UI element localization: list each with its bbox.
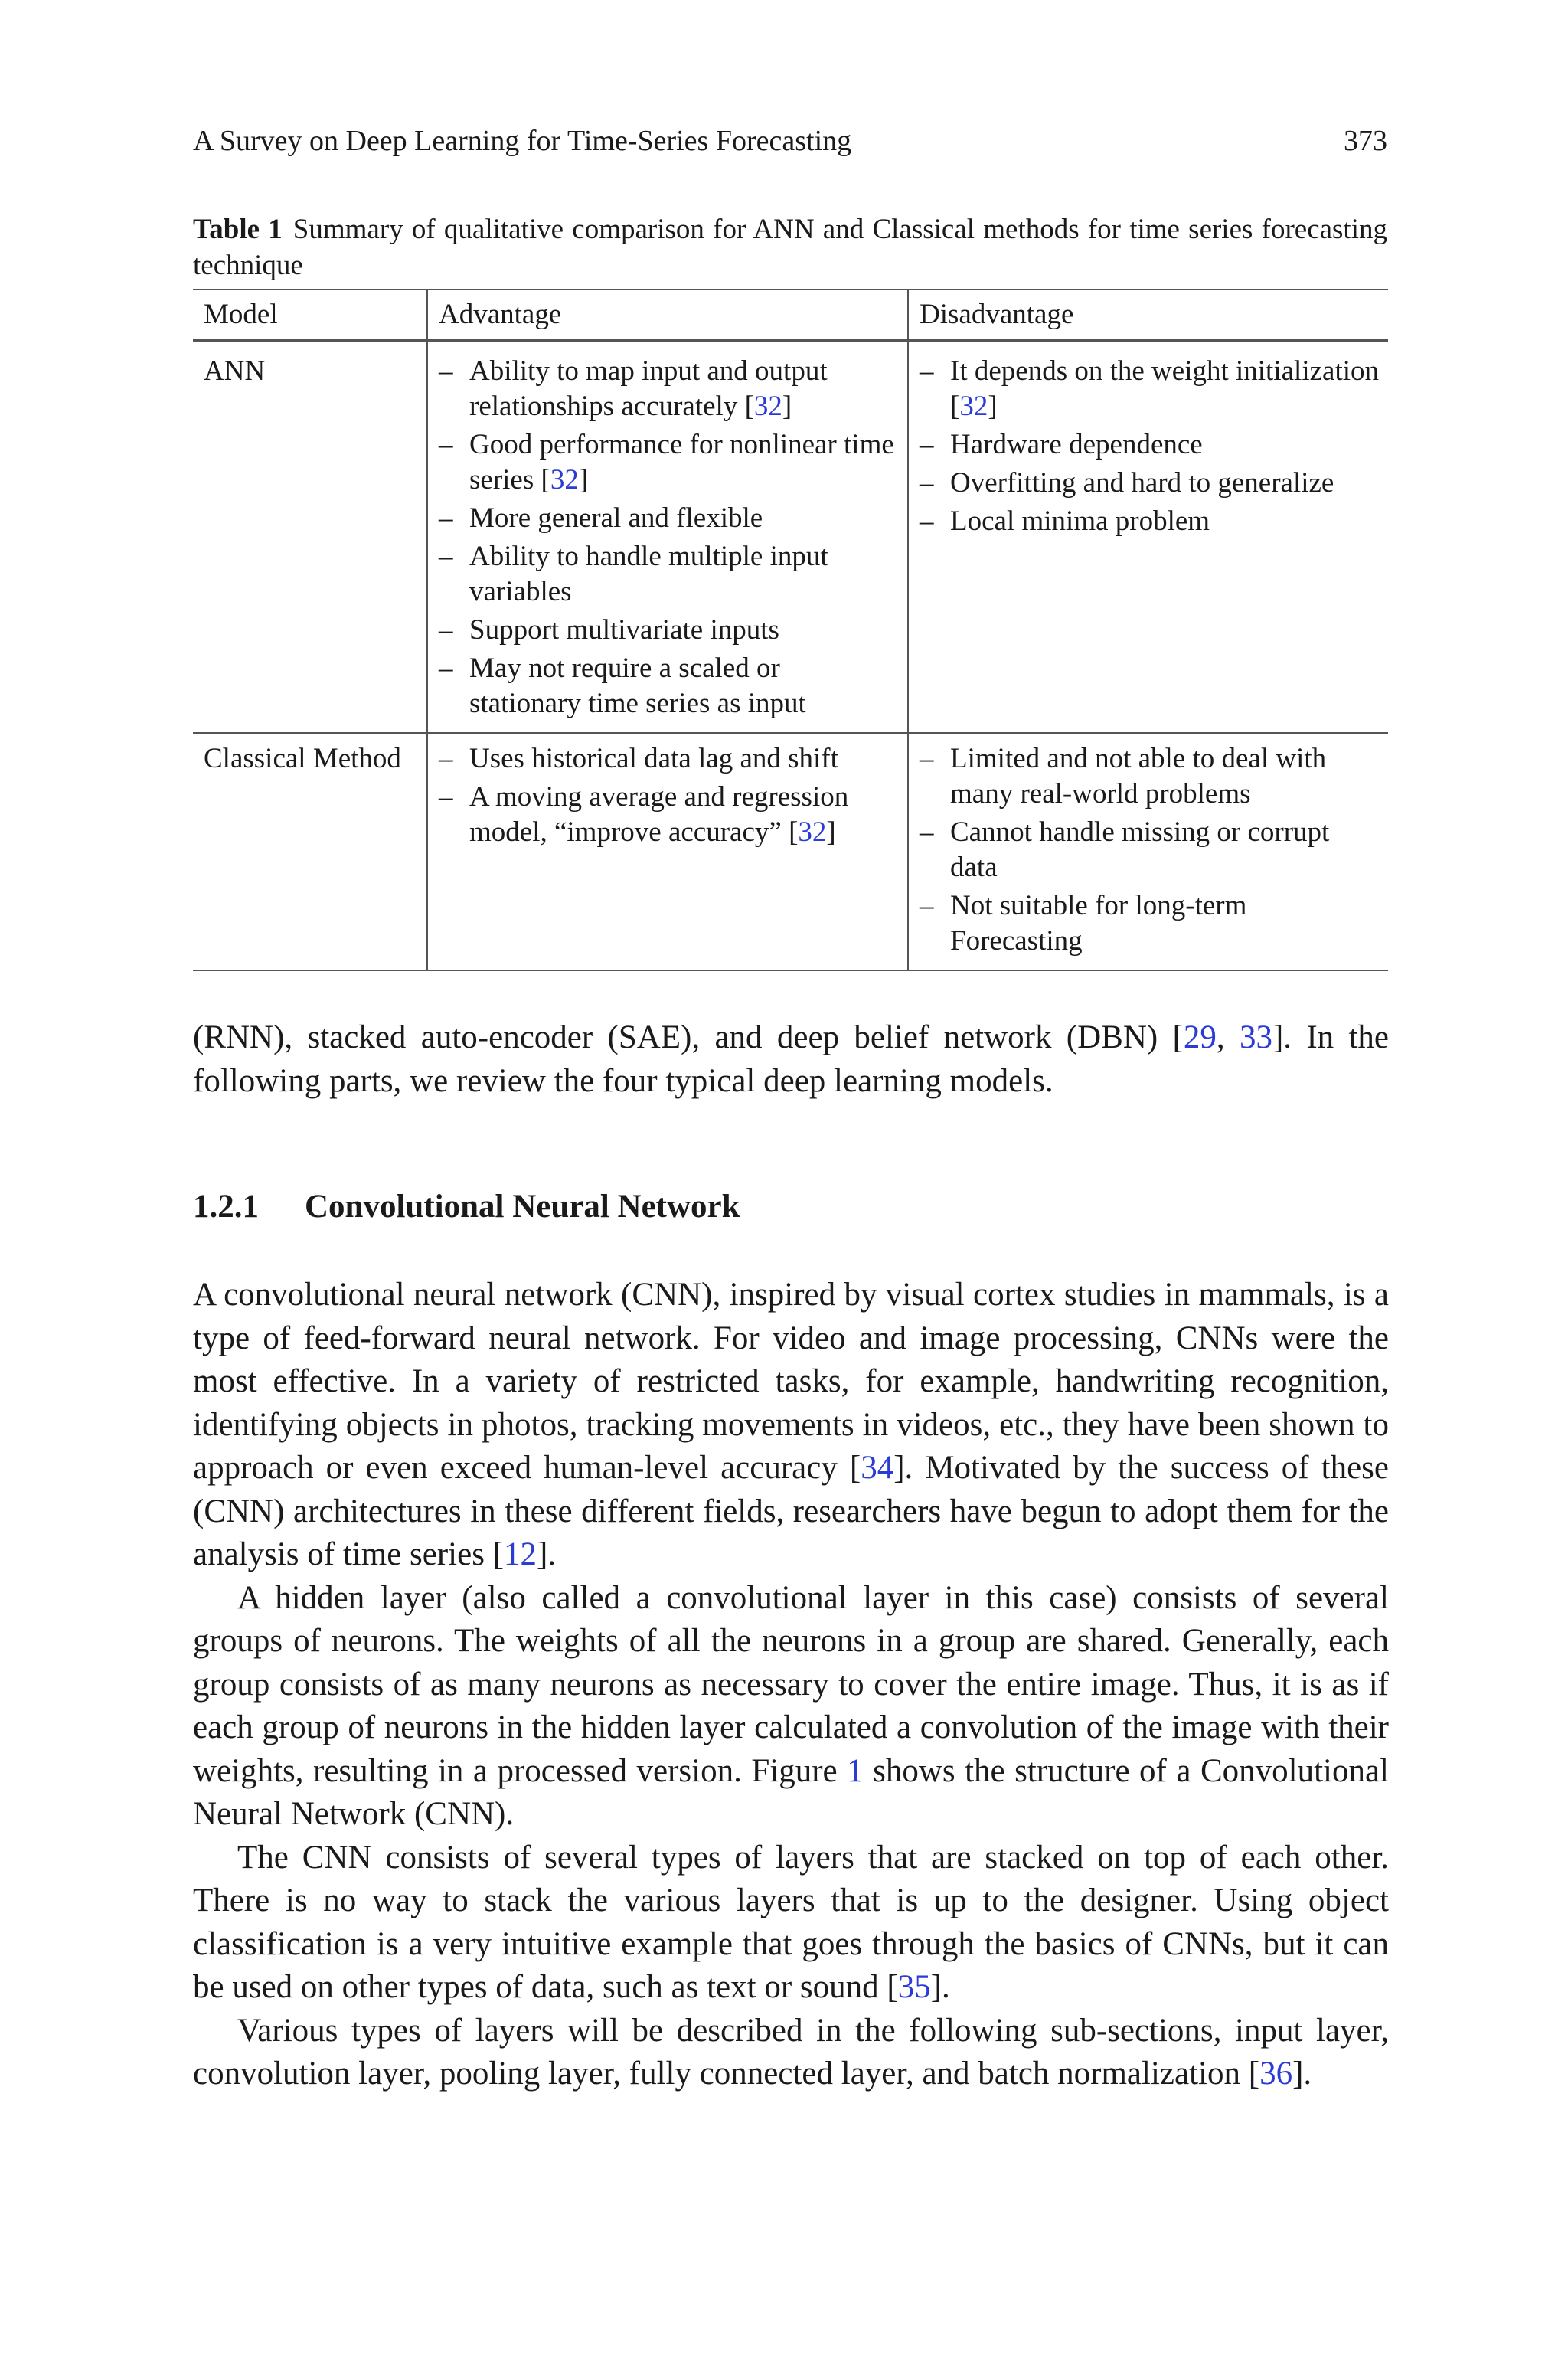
table-caption-text: Summary of qualitative comparison for ANN and Classical methods for time series forecasting technique (193, 214, 1387, 281)
table-caption (193, 211, 1387, 283)
header-model: Model (193, 289, 427, 341)
running-head-title: A Survey on Deep Learning for Time-Series Forecasting (193, 125, 852, 157)
list-item: – Ability to map input and output relationships accurately [32] (439, 354, 898, 424)
list-item: – Hardware dependence (920, 427, 1379, 463)
page-number: 373 (1344, 125, 1387, 157)
header-disadvantage: Disadvantage (920, 299, 1074, 330)
list-item: – Cannot handle missing or corrupt data (920, 815, 1379, 885)
citation-link[interactable]: 12 (504, 1536, 537, 1572)
model-cell: Classical Method (193, 733, 427, 970)
paragraph-2: A hidden layer (also called a convolutional layer in this case) consists of several groups of neurons. The weights of all the neurons in a group are shared. Generally, each group consists of as many neurons as necessary to cover the entire image. Thus, it is as if each group of neurons in the hidden layer calculated a convolution of the image with their weights, resulting in a processed version. Figure 1 shows the structure of a Convolutional Neural Network (CNN). (193, 1579, 1389, 1832)
disadvantage-cell (908, 733, 1388, 970)
citation-link[interactable]: 34 (861, 1450, 894, 1486)
citation-link[interactable]: 35 (897, 1969, 931, 2005)
list-item: – Local minima problem (920, 504, 1379, 539)
table-label: Table 1 (193, 214, 283, 245)
figure-link[interactable]: 1 (847, 1752, 864, 1789)
table-header-row (193, 289, 1388, 341)
list-item: – Support multivariate inputs (439, 613, 898, 648)
paragraph-4: Various types of layers will be described in the following sub-sections, input layer, convolution layer, pooling layer, fully connected layer, and batch normalization [36]. (193, 2012, 1389, 2092)
list-item: – Good performance for nonlinear time series [32] (439, 427, 898, 498)
citation-link[interactable]: 29 (1183, 1019, 1217, 1055)
list-item: – It depends on the weight initialization [32] (920, 354, 1379, 424)
citation-link[interactable]: 32 (550, 464, 579, 496)
citation-link[interactable]: 32 (959, 391, 988, 422)
list-item: – Uses historical data lag and shift (439, 741, 898, 777)
section-heading (193, 1186, 1387, 1228)
model-cell: ANN (193, 341, 427, 734)
citation-link[interactable]: 36 (1259, 2056, 1293, 2092)
table-row (193, 733, 1388, 970)
list-item: – Not suitable for long-term Forecasting (920, 888, 1379, 959)
section-number: 1.2.1 (193, 1189, 259, 1225)
citation-link[interactable]: 32 (798, 816, 827, 848)
advantage-cell (427, 733, 908, 970)
section-body (193, 1274, 1389, 2096)
list-item: – Overfitting and hard to generalize (920, 466, 1379, 501)
header-advantage: Advantage (427, 289, 908, 341)
paragraph-3: The CNN consists of several types of layers that are stacked on top of each other. There is no way to stack the various layers that is up to the designer. Using object classification is a very intuitive example that goes through the basics of CNNs, but it can be used on other types of data, such as text or sound [35]. (193, 1839, 1389, 2005)
disadvantage-cell (908, 341, 1388, 734)
section-title: Convolutional Neural Network (305, 1189, 740, 1225)
table-row (193, 341, 1388, 734)
citation-link[interactable]: 32 (753, 391, 782, 422)
list-item: – Ability to handle multiple input variables (439, 539, 898, 610)
citation-link[interactable]: 33 (1239, 1019, 1272, 1055)
advantage-cell (427, 341, 908, 734)
list-item: – A moving average and regression model, “improve accuracy” [32] (439, 780, 898, 850)
list-item: – More general and flexible (439, 501, 898, 536)
list-item: – May not require a scaled or stationary time series as input (439, 651, 898, 721)
intro-paragraph: (RNN), stacked auto-encoder (SAE), and deep belief network (DBN) [29, 33]. In the following parts, we review the four typical deep learning models. (193, 1019, 1390, 1099)
paragraph-1: A convolutional neural network (CNN), inspired by visual cortex studies in mammals, is a type of feed-forward neural network. For video and image processing, CNNs were the most effective. In a variety of restricted tasks, for example, handwriting recognition, identifying objects in photos, tracking movements in videos, etc., they have been shown to approach or even exceed human-level accuracy [34]. Motivated by the success of these (CNN) architectures in these different fields, researchers have begun to adopt them for the analysis of time series [12]. (193, 1277, 1389, 1572)
comparison-table (193, 289, 1388, 971)
list-item: – Limited and not able to deal with many real-world problems (920, 741, 1379, 812)
